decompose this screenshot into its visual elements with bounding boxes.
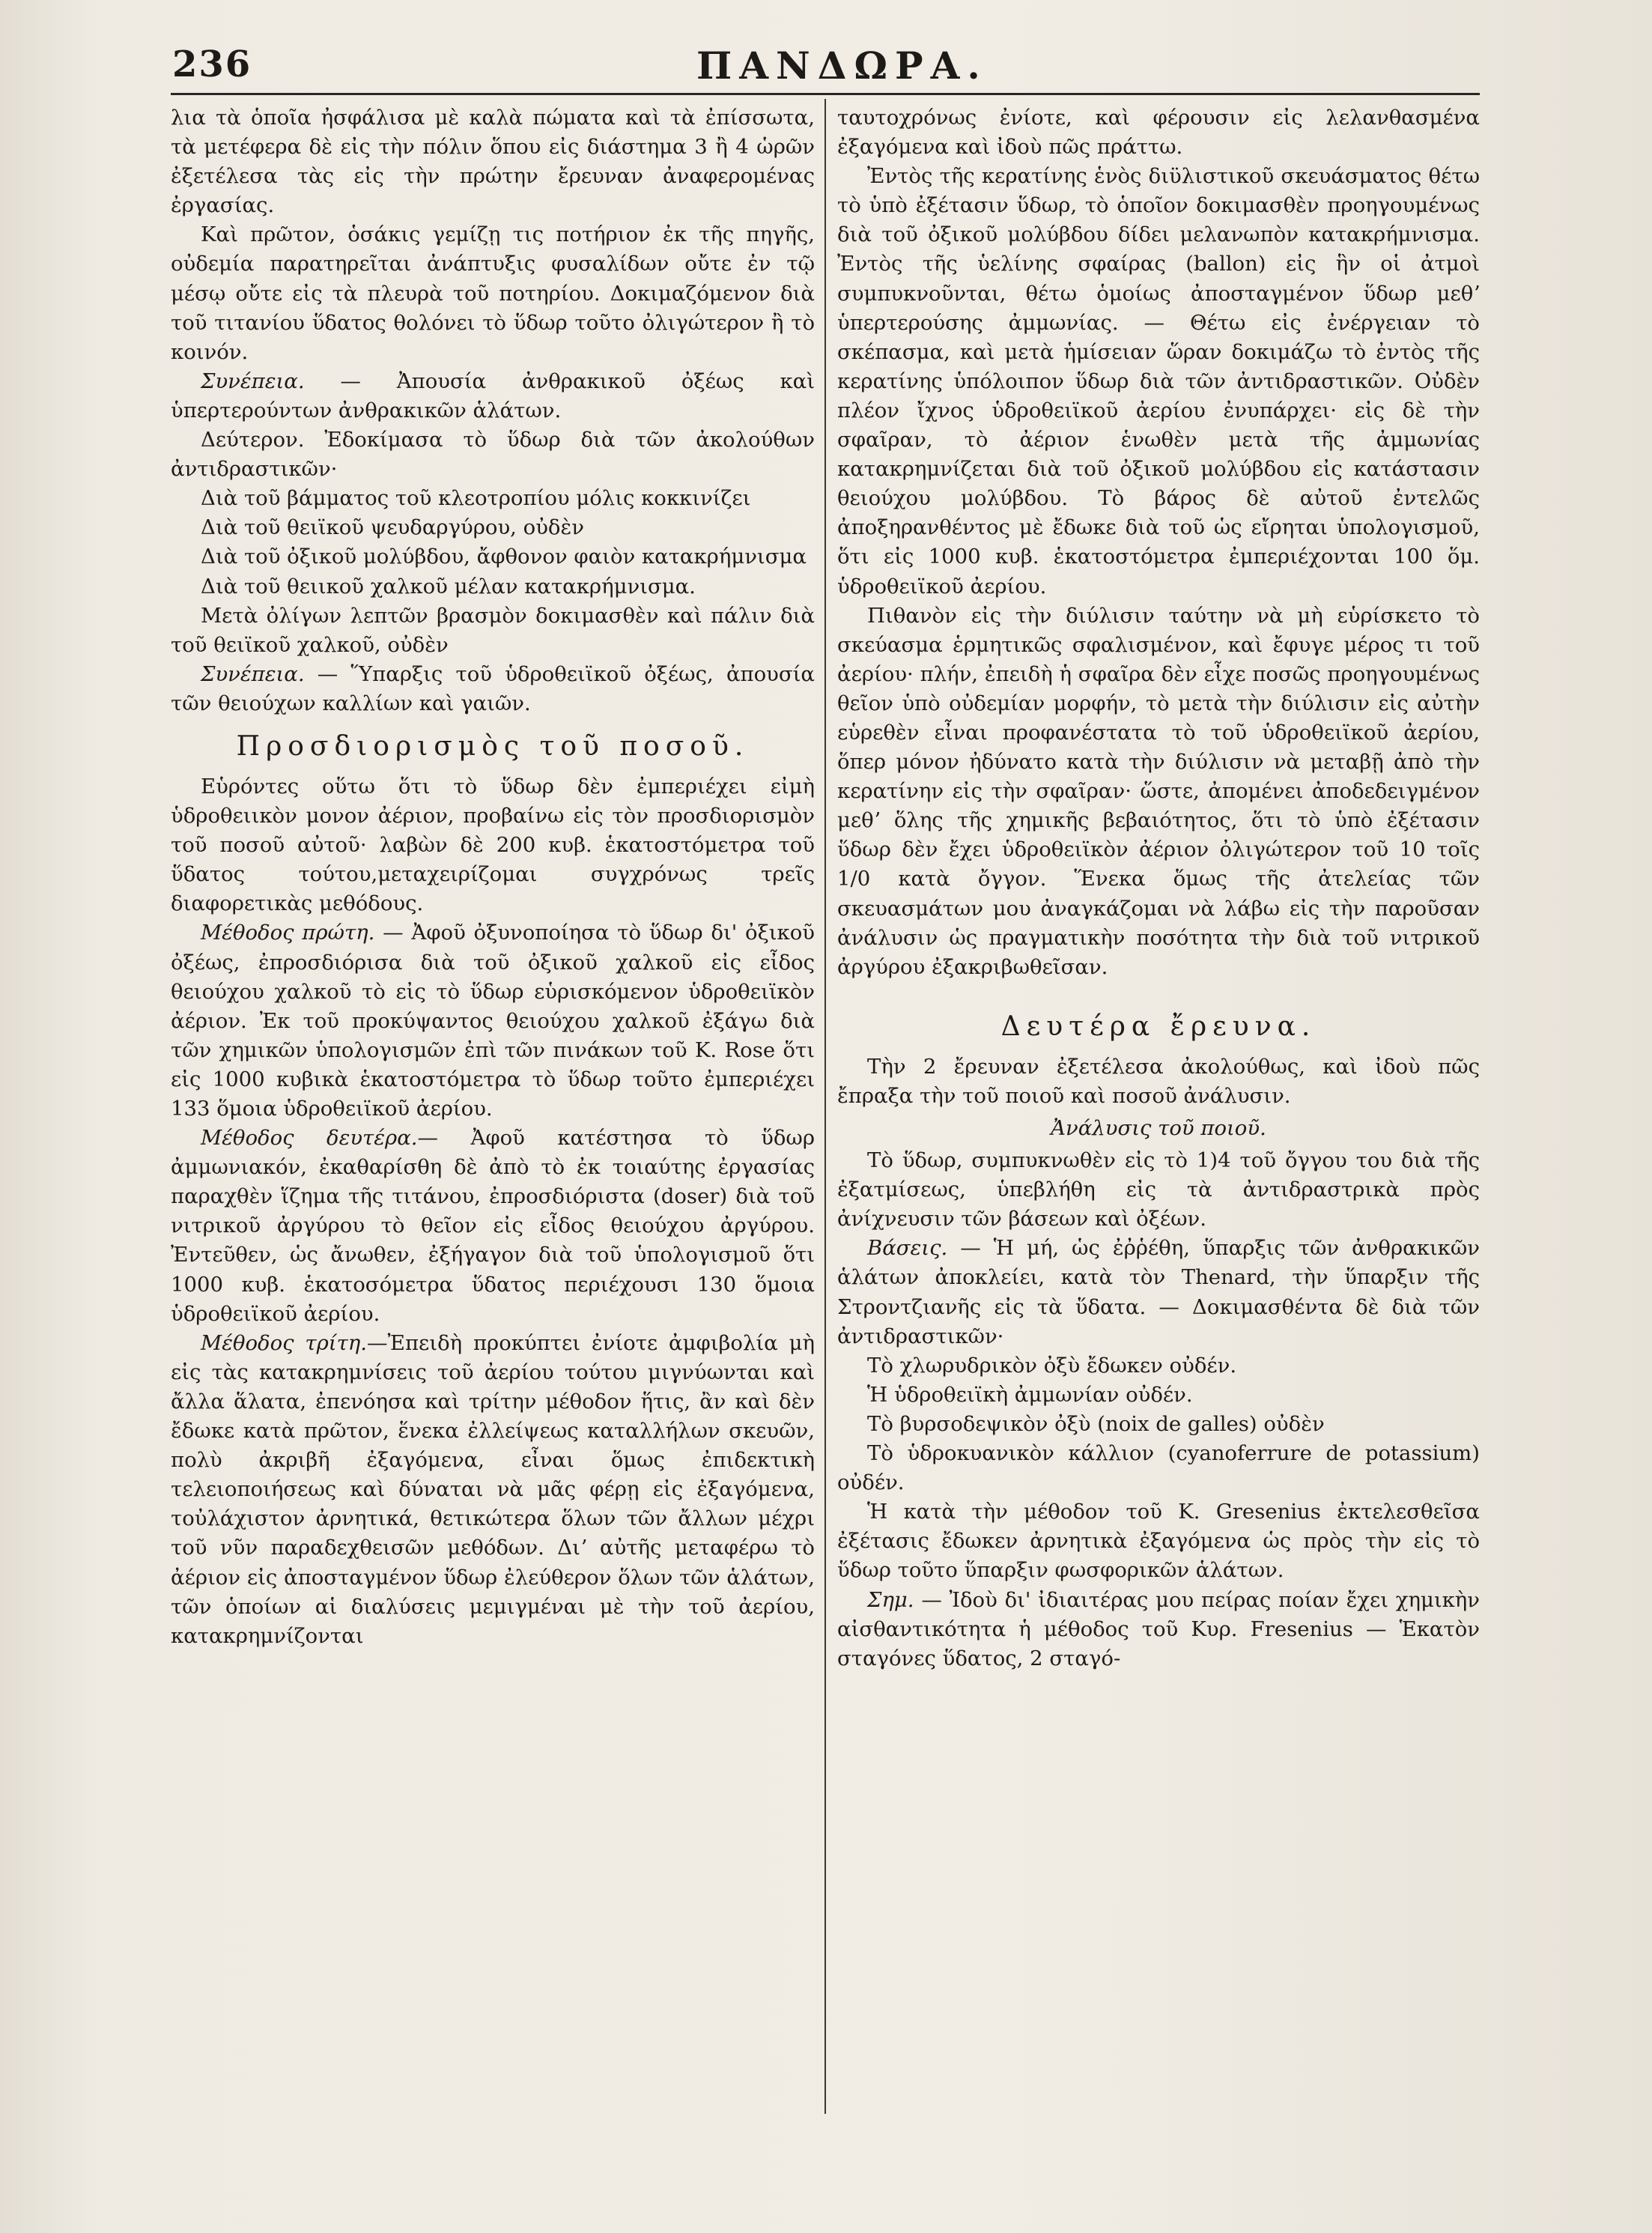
- section-heading: Δευτέρα ἔρευνα.: [1000, 1011, 1317, 1042]
- section-heading: Προσδιορισμὸς τοῦ ποσοῦ.: [236, 730, 750, 762]
- left-column: [171, 103, 815, 1651]
- paragraph: Διὰ τοῦ θειικοῦ χαλκοῦ μέλαν κατακρήμνισμα.: [201, 574, 696, 599]
- paragraph-label: Μέθοδος δευτέρα.: [201, 1126, 418, 1151]
- paragraph: Βάσεις. — Ἡ μή, ὡς ἐῤῥέθη, ὕπαρξις τῶν ἀνθρακικῶν ἁλάτων ἀποκλείει, κατὰ τὸν Thenard, τὴν ὕπαρξιν τῆς Στροντζιανῆς εἰς τὰ ὕδατα. — Δοκιμασθέντα δὲ διὰ τῶν ἀντιδραστικῶν·: [837, 1236, 1480, 1348]
- paragraph-label: Μέθοδος πρώτη.: [201, 921, 375, 945]
- paragraph: Συνέπεια. — Ὕπαρξις τοῦ ὑδροθειϊκοῦ ὀξέως, ἀπουσία τῶν θειούχων καλλίων καὶ γαιῶν.: [171, 661, 815, 715]
- paragraph: λια τὰ ὁποῖα ἠσφάλισα μὲ καλὰ πώματα καὶ τὰ ἐπίσσωτα, τὰ μετέφερα δὲ εἰς τὴν πόλιν ὅπου εἰς διάστημα 3 ἢ 4 ὡρῶν ἐξετέλεσα τὰς εἰς τὴν πρώτην ἔρευναν ἀναφερομένας ἐργασίας.: [171, 106, 815, 218]
- paragraph-label: Βάσεις.: [867, 1236, 948, 1261]
- paragraph: Ἡ κατὰ τὴν μέθοδον τοῦ Κ. Gresenius ἐκτελεσθεῖσα ἐξέτασις ἔδωκεν ἀρνητικὰ ἐξαγόμενα ὡς πρὸς τὴν εἰς τὸ ὕδωρ τοῦτο ὕπαρξιν φωσφορικῶν ἁλάτων.: [837, 1500, 1480, 1583]
- page-number: 236: [172, 43, 252, 85]
- column-divider: [825, 99, 826, 2114]
- paragraph: Καὶ πρῶτον, ὁσάκις γεμίζῃ τις ποτήριον ἐκ τῆς πηγῆς, οὐδεμία παρατηρεῖται ἀνάπτυξις φυσαλίδων οὔτε ἐν τῷ μέσῳ οὔτε εἰς τὰ πλευρὰ τοῦ ποτηρίου. Δοκιμαζόμενον διὰ τοῦ τιτανίου ὕδατος θολόνει τὸ ὕδωρ τοῦτο ὀλιγώτερον ἢ τὸ κοινόν.: [171, 222, 815, 364]
- paragraph-label: Μέθοδος τρίτη.: [201, 1330, 368, 1355]
- paragraph-label: Συνέπεια.: [201, 661, 305, 686]
- paragraph: Σημ. — Ἰδοὺ δι' ἰδιαιτέρας μου πείρας ποίαν ἔχει χημικὴν αἰσθαντικότητα ἡ μέθοδος τοῦ Κυρ. Fresenius — Ἑκατὸν σταγόνες ὕδατος, 2 σταγό-: [837, 1587, 1480, 1670]
- paragraph: Ἐντὸς τῆς κερατίνης ἑνὸς διϋλιστικοῦ σκευάσματος θέτω τὸ ὑπὸ ἐξέτασιν ὕδωρ, τὸ ὁποῖον δοκιμασθὲν προηγουμένως διὰ τοῦ ὀξικοῦ μολύβδου δίδει μελανωπὸν κατακρήμνισμα. Ἐντὸς τῆς ὑελίνης σφαίρας (ballon) εἰς ἣν οἱ ἀτμοὶ συμπυκνοῦνται, θέτω ὁμοίως ἀποσταγμένον ὕδωρ μεθʼ ὑπερτερούσης ἀμμωνίας. — Θέτω εἰς ἐνέργειαν τὸ σκέπασμα, καὶ μετὰ ἡμίσειαν ὥραν δοκιμάζω τὸ ἐντὸς τῆς κερατίνης ὑπόλοιπον ὕδωρ διὰ τῶν ἀντιδραστικῶν. Οὐδὲν πλέον ἴχνος ὑδροθειϊκοῦ ἀερίου ἐνυπάρχει· εἰς δὲ τὴν σφαῖραν, τὸ ἀέριον ἑνωθὲν μετὰ τῆς ἀμμωνίας κατακρημνίζεται διὰ τοῦ ὀξικοῦ μολύβδου εἰς κατάστασιν θειούχου μολύβδου. Τὸ βάρος δὲ αὐτοῦ ἐντελῶς ἀποξηρανθέντος μὲ ἔδωκε διὰ τοῦ ὡς εἴρηται ὑπολογισμοῦ, ὅτι εἰς 1000 κυβ. ἑκατοστόμετρα ἐμπεριέχονται 100 ὅμ. ὑδροθειϊκοῦ ἀερίου.: [837, 164, 1480, 599]
- paragraph: Διὰ τοῦ θειϊκοῦ ψευδαργύρου, οὐδὲν: [201, 515, 584, 540]
- paragraph: Τὴν 2 ἔρευναν ἐξετέλεσα ἀκολούθως, καὶ ἰδοὺ πῶς ἔπραξα τὴν τοῦ ποιοῦ καὶ ποσοῦ ἀνάλυσιν.: [837, 1054, 1480, 1108]
- paragraph: Δεύτερον. Ἐδοκίμασα τὸ ὕδωρ διὰ τῶν ἀκολούθων ἀντιδραστικῶν·: [171, 428, 815, 482]
- paragraph: Πιθανὸν εἰς τὴν διύλισιν ταύτην νὰ μὴ εὑρίσκετο τὸ σκεύασμα ἑρμητικῶς σφαλισμένον, καὶ ἔφυγε μέρος τι τοῦ ἀερίου· πλήν, ἐπειδὴ ἡ σφαῖρα δὲν εἶχε ποσῶς προηγουμένως θεῖον ὑπὸ οὐδεμίαν μορφήν, τὸ μετὰ τὴν διύλισιν εἰς αὐτὴν εὑρεθὲν εἶναι προφανέστατα τὸ τοῦ ὑδροθειϊκοῦ ἀερίου, ὅπερ μόνον ἠδύνατο κατὰ τὴν διύλισιν νὰ μεταβῇ ἀπὸ τὴν κερατίνην εἰς τὴν σφαῖραν· ὥστε, ἀπομένει ἀποδεδειγμένον μεθʼ ὅλης τῆς χημικῆς βεβαιότητος, ὅτι τὸ ὑπὸ ἐξέτασιν ὕδωρ δὲν ἔχει ὑδροθειϊκὸν ἀέριον ὀλιγώτερον τοῦ 10 τοῖς 1/0 κατὰ ὄγγον. Ἕνεκα ὅμως τῆς ἀτελείας τῶν σκευασμάτων μου ἀναγκάζομαι νὰ λάβω εἰς τὴν παροῦσαν ἀνάλυσιν ὡς πραγματικὴν ποσότητα τὴν διὰ τοῦ νιτρικοῦ ἀργύρου ἐξακριβωθεῖσαν.: [837, 603, 1480, 979]
- paragraph: Τὸ ὑδροκυανικὸν κάλλιον (cyanoferrure de potassium) οὐδέν.: [837, 1441, 1480, 1495]
- right-column: [837, 103, 1480, 1673]
- paragraph: Μέθοδος δευτέρα.— Ἀφοῦ κατέστησα τὸ ὕδωρ ἀμμωνιακόν, ἐκαθαρίσθη δὲ ἀπὸ τὸ ἐκ τοιαύτης ἐργασίας παραχθὲν ἵζημα τῆς τιτάνου, ἐπροσδιόριστα (doser) διὰ τοῦ νιτρικοῦ ἀργύρου τὸ θεῖον εἰς εἶδος θειούχου ἀργύρου. Ἐντεῦθεν, ὡς ἄνωθεν, ἐξήγαγον διὰ τοῦ ὑπολογισμοῦ ὅτι 1000 κυβ. ἑκατοσόμετρα ὕδατος περιέχουσι 130 ὅμοια ὑδροθειϊκοῦ ἀερίου.: [171, 1126, 816, 1326]
- paragraph: Μετὰ ὀλίγων λεπτῶν βρασμὸν δοκιμασθὲν καὶ πάλιν διὰ τοῦ θειϊκοῦ χαλκοῦ, οὐδὲν: [171, 603, 815, 657]
- paragraph: Εὑρόντες οὕτω ὅτι τὸ ὕδωρ δὲν ἐμπεριέχει εἰμὴ ὑδροθειικὸν μονον ἀέριον, προβαίνω εἰς τὸν προσδιορισμὸν τοῦ ποσοῦ αὐτοῦ· λαβὼν δὲ 200 κυβ. ἑκατοστόμετρα τοῦ ὕδατος τούτου,μεταχειρίζομαι συγχρόνως τρεῖς διαφορετικὰς μεθόδους.: [171, 774, 815, 916]
- paragraph: Μέθοδος τρίτη.—Ἐπειδὴ προκύπτει ἐνίοτε ἀμφιβολία μὴ εἰς τὰς κατακρημνίσεις τοῦ ἀερίου τούτου μιγνύωνται καὶ ἄλλα ἅλατα, ἐπενόησα καὶ τρίτην μέθοδον ἥτις, ἂν καὶ δὲν ἔδωκε κατὰ πρῶτον, ἕνεκα ἐλλείψεως καταλλήλων σκευῶν, πολὺ ἀκριβῆ ἐξαγόμενα, εἶναι ὅμως ἐπιδεκτικὴ τελειοποιήσεως καὶ δύναται νὰ μᾶς φέρῃ εἰς ἐξαγόμενα, τοὐλάχιστον ἀρνητικά, θετικώτερα ὅλων τῶν ἄλλων μέχρι τοῦ νῦν παραδεχθεισῶν μεθόδων. Διʼ αὐτῆς μεταφέρω τὸ ἀέριον εἰς ἀποσταγμένον ὕδωρ ἐλεύθερον ὅλων τῶν ἁλάτων, τῶν ὁποίων αἱ διαλύσεις μεμιγμέναι μὲ τὴν τοῦ ἀερίου, κατακρημνίζονται: [171, 1330, 815, 1648]
- header-rule: [171, 93, 1480, 95]
- paragraph: Ἡ ὑδροθειϊκὴ ἀμμωνίαν οὐδέν.: [867, 1382, 1193, 1407]
- paragraph-label: Σημ.: [867, 1587, 914, 1612]
- paragraph: Διὰ τοῦ ὀξικοῦ μολύβδου, ἄφθονον φαιὸν κατακρήμνισμα: [201, 545, 807, 569]
- paragraph-label: Συνέπεια.: [201, 369, 305, 393]
- running-title: ΠΑΝΔΩΡΑ.: [696, 43, 988, 88]
- paragraph: Τὸ ὕδωρ, συμπυκνωθὲν εἰς τὸ 1)4 τοῦ ὄγγου του διὰ τῆς ἐξατμίσεως, ὑπεβλήθη εἰς τὰ ἀντιδραστρικὰ πρὸς ἀνίχνευσιν τῶν βάσεων καὶ ὀξέων.: [837, 1148, 1480, 1231]
- paragraph: Διὰ τοῦ βάμματος τοῦ κλεοτροπίου μόλις κοκκινίζει: [201, 486, 751, 511]
- paragraph: ταυτοχρόνως ἐνίοτε, καὶ φέρουσιν εἰς λελανθασμένα ἐξαγόμενα καὶ ἰδοὺ πῶς πράττω.: [837, 106, 1480, 160]
- page-header: [172, 43, 1475, 96]
- paragraph: Τὸ βυρσοδεψικὸν ὀξὺ (noix de galles) οὐδὲν: [867, 1411, 1325, 1436]
- paragraph: Τὸ χλωρυδρικὸν ὀξὺ ἔδωκεν οὐδέν.: [867, 1353, 1237, 1378]
- paragraph: Συνέπεια. — Ἀπουσία ἀνθρακικοῦ ὀξέως καὶ ὑπερτερούντων ἀνθρακικῶν ἁλάτων.: [171, 369, 815, 422]
- paragraph: Μέθοδος πρώτη. — Ἀφοῦ ὀξυνοποίησα τὸ ὕδωρ δι' ὀξικοῦ ὀξέως, ἐπροσδιόρισα διὰ τοῦ ὀξικοῦ χαλκοῦ εἰς εἶδος θειούχου χαλκοῦ τὸ εἰς τὸ ὕδωρ εὑρισκόμενον ὑδροθειϊκὸν ἀέριον. Ἐκ τοῦ προκύψαντος θειούχου χαλκοῦ ἐξάγω διὰ τῶν χημικῶν ὑπολογισμῶν ἐπὶ τῶν πινάκων τοῦ Κ. Rose ὅτι εἰς 1000 κυβικὰ ἑκατοστόμετρα τὸ ὕδωρ τοῦτο ἐμπεριέχει 133 ὅμοια ὑδροθειϊκοῦ ἀερίου.: [171, 921, 815, 1121]
- subheading: Ἀνάλυσις τοῦ ποιοῦ.: [1051, 1116, 1266, 1140]
